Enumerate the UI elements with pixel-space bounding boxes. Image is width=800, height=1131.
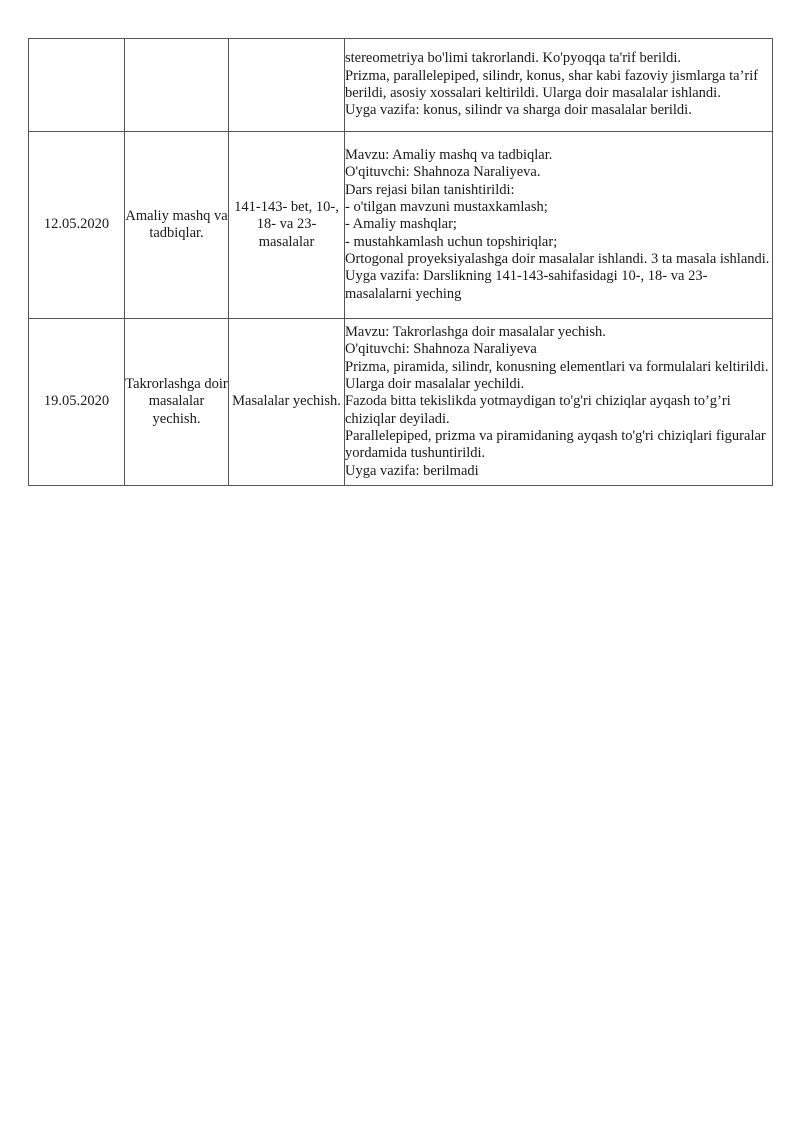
date-cell: 12.05.2020 <box>29 132 125 319</box>
content-line: Dars rejasi bilan tanishtirildi: <box>345 181 515 198</box>
topic-cell: Takrorlashga doir masalalar yechish. <box>125 319 229 486</box>
date-cell: 19.05.2020 <box>29 319 125 486</box>
topic-cell <box>125 39 229 132</box>
pages-cell: 141-143- bet, 10-, 18- va 23- masalalar <box>229 132 345 319</box>
content-line: Uyga vazifa: Darslikning 141-143-sahifasidagi 10-, 18- va 23- masalalarni yeching <box>345 268 708 302</box>
content-line: Uyga vazifa: berilmadi <box>345 462 479 479</box>
content-line: O'qituvchi: Shahnoza Naraliyeva. <box>345 164 541 181</box>
content-cell <box>345 132 773 319</box>
content-line: stereometriya bo'limi takrorlandi. Ko'pyoqqa ta'rif berildi. <box>345 50 682 67</box>
content-line: - Amaliy mashqlar; <box>345 216 457 233</box>
content-line: Ortogonal proyeksiyalashga doir masalalar ishlandi. 3 ta masala ishlandi. <box>345 250 770 267</box>
content-cell <box>345 39 773 132</box>
content-line: - mustahkamlash uchun topshiriqlar; <box>345 233 558 250</box>
content-line: O'qituvchi: Shahnoza Naraliyeva <box>345 341 537 358</box>
table-row <box>29 319 773 486</box>
content-line: Mavzu: Amaliy mashq va tadbiqlar. <box>345 147 553 164</box>
lesson-log-table <box>28 38 773 486</box>
date-cell <box>29 39 125 132</box>
content-line: Uyga vazifa: konus, silindr va sharga doir masalalar berildi. <box>345 102 692 119</box>
content-line: Prizma, parallelepiped, silindr, konus, shar kabi fazoviy jismlarga ta’rif berildi, asosiy xossalari keltirildi. Ularga doir masalalar ishlandi. <box>345 67 759 101</box>
pages-cell <box>229 39 345 132</box>
content-line: - o'tilgan mavzuni mustaxkamlash; <box>345 199 548 216</box>
page <box>28 38 772 486</box>
content-line: Mavzu: Takrorlashga doir masalalar yechish. <box>345 324 606 341</box>
content-line: Fazoda bitta tekislikda yotmaydigan to'g'ri chiziqlar ayqash to’g’ri chiziqlar deyiladi. <box>345 393 731 427</box>
table-row <box>29 132 773 319</box>
topic-cell: Amaliy mashq va tadbiqlar. <box>125 132 229 319</box>
pages-cell: Masalalar yechish. <box>229 319 345 486</box>
content-line: Prizma, piramida, silindr, konusning elementlari va formulalari keltirildi. Ularga doir masalalar yechildi. <box>345 358 769 393</box>
content-cell <box>345 319 773 486</box>
table-row <box>29 39 773 132</box>
content-line: Parallelepiped, prizma va piramidaning ayqash to'g'ri chiziqlari figuralar yordamida tushuntirildi. <box>345 427 766 462</box>
